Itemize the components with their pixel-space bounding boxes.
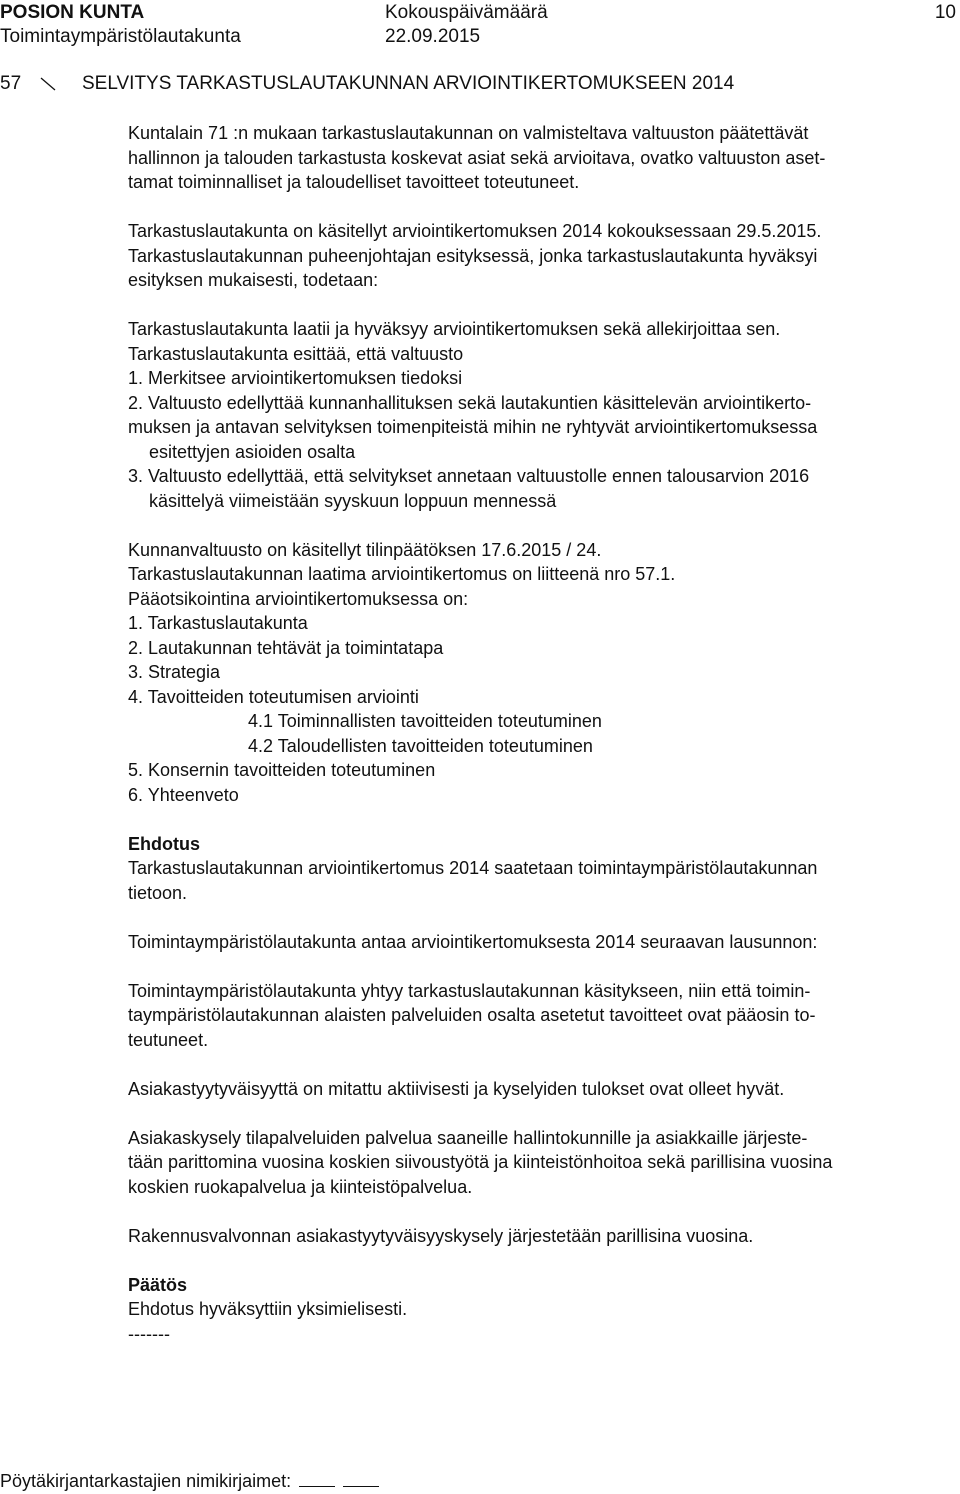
survey-line: koskien ruokapalvelua ja kiinteistöpalvelua.	[128, 1176, 473, 1197]
toc-item: 5. Konsernin tavoitteiden toteutuminen	[128, 760, 436, 780]
satisfaction-text: Asiakastyytyväisyyttä on mitattu aktiivisesti ja kyselyiden tulokset ovat olleet hyvät.	[128, 1078, 785, 1099]
agree-line: taympäristölautakunnan alaisten palveluiden osalta asetetut tavoitteet ovat pääosin to-	[128, 1005, 816, 1025]
council-text: Kunnanvaltuusto on käsitellyt tilinpäätöksen 17.6.2015 / 24.	[128, 539, 602, 560]
toc-item: 3. Strategia	[128, 662, 221, 682]
proposal-line: tietoon.	[128, 882, 188, 903]
page-header	[0, 1, 960, 49]
intro-line: Kuntalain 71 :n mukaan tarkastuslautakunnan on valmisteltava valtuuston päätettävät	[128, 123, 809, 143]
processed-line: Tarkastuslautakunnan puheenjohtajan esityksessä, jonka tarkastuslautakunta hyväksyi	[128, 245, 818, 266]
processed-line: Tarkastuslautakunta on käsitellyt arviointikertomuksen 2014 kokouksessaan 29.5.2015.	[128, 221, 822, 241]
intro-line: tamat toiminnalliset ja taloudelliset tavoitteet toteutuneet.	[128, 172, 580, 192]
proposal-item-3: 3. Valtuusto edellyttää, että selvitykset annetaan valtuustolle ennen talousarvion 2016	[128, 466, 810, 486]
section-number: 57	[0, 73, 22, 94]
toc-subitem: 4.1 Toiminnallisten tavoitteiden toteutuminen	[248, 711, 602, 731]
survey-line: tään parittomina vuosina koskien siivoustyötä ja kiinteistönhoitoa sekä parillisina vuosina	[128, 1152, 833, 1172]
toc-item: 6. Yhteenveto	[128, 784, 239, 805]
attachment-text: Tarkastuslautakunnan laatima arviointikertomus on liitteenä nro 57.1.	[128, 564, 676, 584]
proposal-heading: Ehdotus	[128, 833, 200, 854]
meeting-date: 22.09.2015	[385, 26, 481, 47]
building-text: Rakennusvalvonnan asiakastyytyväisyyskysely järjestetään parillisina vuosina.	[128, 1225, 754, 1246]
toc-intro: Pääotsikointina arviointikertomuksessa on:	[128, 588, 469, 609]
proposal-item-2-cont: muksen ja antavan selvityksen toimenpiteistä mihin ne ryhtyvät arviointikertomuksessa	[128, 417, 818, 437]
initials-blank-1	[299, 1470, 335, 1487]
proposal-item-1: 1. Merkitsee arviointikertomuksen tiedoksi	[128, 368, 463, 388]
decision-text: Ehdotus hyväksyttiin yksimielisesti.	[128, 1299, 408, 1319]
decision-heading: Päätös	[128, 1274, 188, 1295]
proposal-item-2: 2. Valtuusto edellyttää kunnanhallituksen sekä lautakuntien käsittelevän arviointikerto-	[128, 392, 812, 413]
survey-line: Asiakaskysely tilapalveluiden palvelua saaneille hallintokunnille ja asiakkaille järjeste-	[128, 1127, 808, 1148]
toc-item: 4. Tavoitteiden toteutumisen arviointi	[128, 686, 419, 707]
board-name: Toimintaympäristölautakunta	[0, 26, 241, 47]
toc-item: 2. Lautakunnan tehtävät ja toimintatapa	[128, 637, 444, 658]
proposal-item-2-cont: esitettyjen asioiden osalta	[149, 441, 356, 462]
initials-blank-2	[343, 1470, 379, 1487]
page-number: 10	[934, 2, 956, 23]
proposal-item-3-cont: käsittelyä viimeistään syyskuun loppuun mennessä	[149, 490, 557, 511]
proposal-line: Tarkastuslautakunnan arviointikertomus 2014 saatetaan toimintaympäristölautakunnan	[128, 858, 818, 878]
processed-line: esityksen mukaisesti, todetaan:	[128, 270, 379, 290]
minutes-body	[128, 121, 958, 1346]
page-footer	[0, 1469, 379, 1493]
initials-label: Pöytäkirjantarkastajien nimikirjaimet:	[0, 1471, 292, 1491]
statement-text: Toimintaympäristölautakunta antaa arviointikertomuksesta 2014 seuraavan lausunnon:	[128, 931, 818, 952]
toc-item: 1. Tarkastuslautakunta	[128, 613, 308, 633]
section-title: SELVITYS TARKASTUSLAUTAKUNNAN ARVIOINTIKERTOMUKSEEN 2014	[82, 73, 735, 94]
meeting-date-label: Kokouspäivämäärä	[385, 2, 548, 23]
section-mark-icon	[33, 72, 73, 96]
municipality-name: POSION KUNTA	[0, 2, 145, 23]
approved-text: Tarkastuslautakunta laatii ja hyväksyy arviointikertomuksen sekä allekirjoittaa sen.	[128, 319, 781, 339]
toc-subitem: 4.2 Taloudellisten tavoitteiden toteutuminen	[248, 735, 593, 756]
presents-text: Tarkastuslautakunta esittää, että valtuusto	[128, 343, 464, 364]
separator: -------	[128, 1323, 170, 1344]
agree-line: Toimintaympäristölautakunta yhtyy tarkastuslautakunnan käsitykseen, niin että toimin-	[128, 980, 811, 1001]
agree-line: teutuneet.	[128, 1029, 209, 1050]
intro-line: hallinnon ja talouden tarkastusta koskevat asiat sekä arvioitava, ovatko valtuuston aset-	[128, 147, 826, 168]
